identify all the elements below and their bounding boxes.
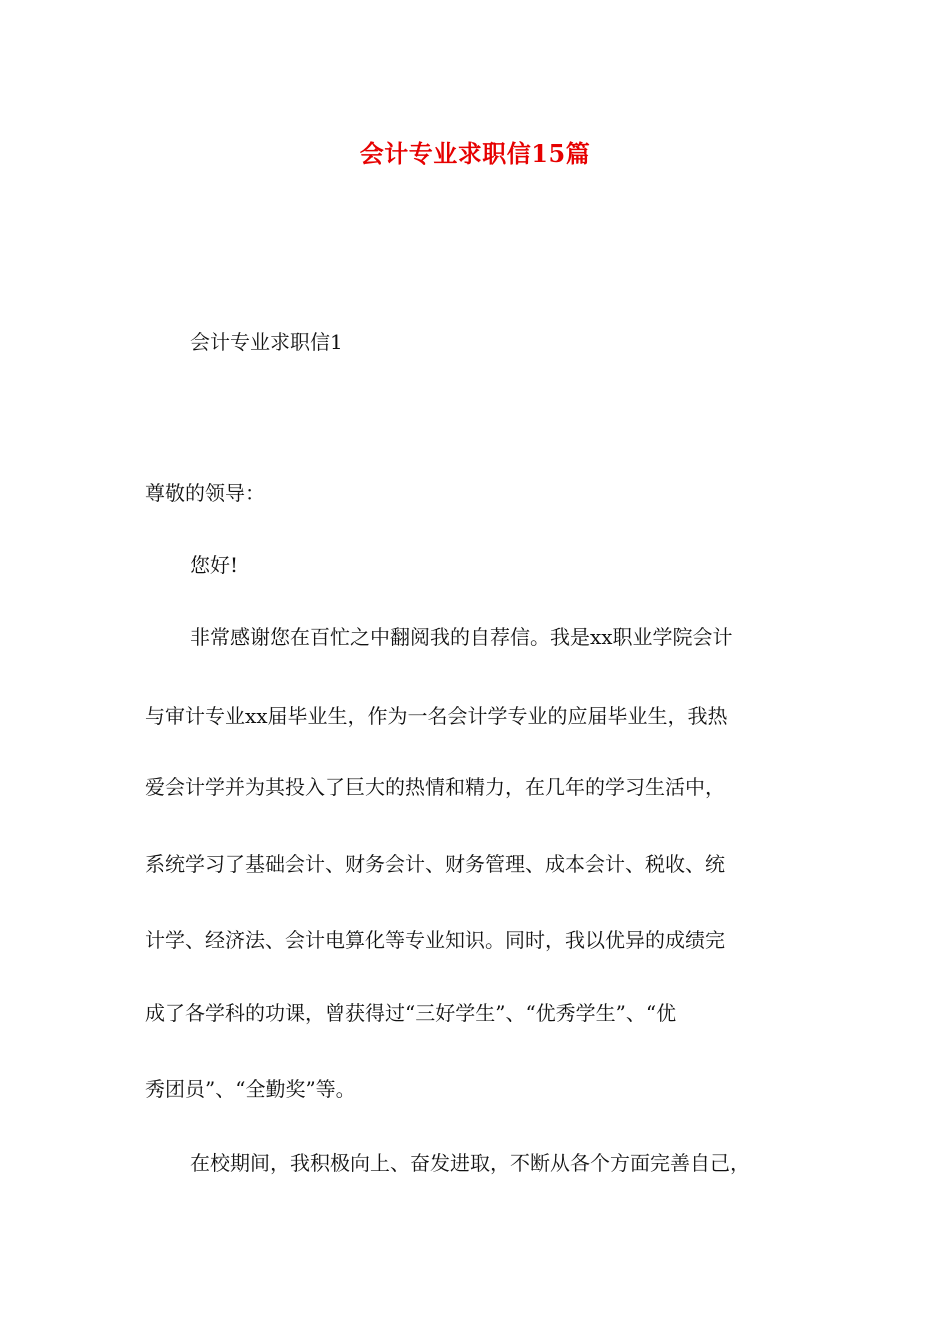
paragraph-line: 在校期间，我积极向上、奋发进取，不断从各个方面完善自己， <box>190 1151 750 1175</box>
salutation: 尊敬的领导： <box>145 481 265 505</box>
paragraph-line: 与审计专业xx届毕业生，作为一名会计学专业的应届毕业生，我热 <box>145 704 728 728</box>
paragraph-line: 系统学习了基础会计、财务会计、财务管理、成本会计、税收、统 <box>145 852 725 876</box>
greeting: 您好! <box>190 553 239 577</box>
paragraph-line: 成了各学科的功课，曾获得过“三好学生”、“优秀学生”、“优 <box>145 1001 677 1025</box>
document-title: 会计专业求职信15篇 <box>359 139 591 168</box>
paragraph-line: 非常感谢您在百忙之中翻阅我的自荐信。我是xx职业学院会计 <box>190 625 733 649</box>
paragraph-line: 计学、经济法、会计电算化等专业知识。同时，我以优异的成绩完 <box>145 928 725 952</box>
paragraph-line: 爱会计学并为其投入了巨大的热情和精力，在几年的学习生活中， <box>145 775 725 799</box>
paragraph-line: 秀团员”、“全勤奖”等。 <box>145 1077 356 1101</box>
section-heading: 会计专业求职信1 <box>190 330 343 354</box>
